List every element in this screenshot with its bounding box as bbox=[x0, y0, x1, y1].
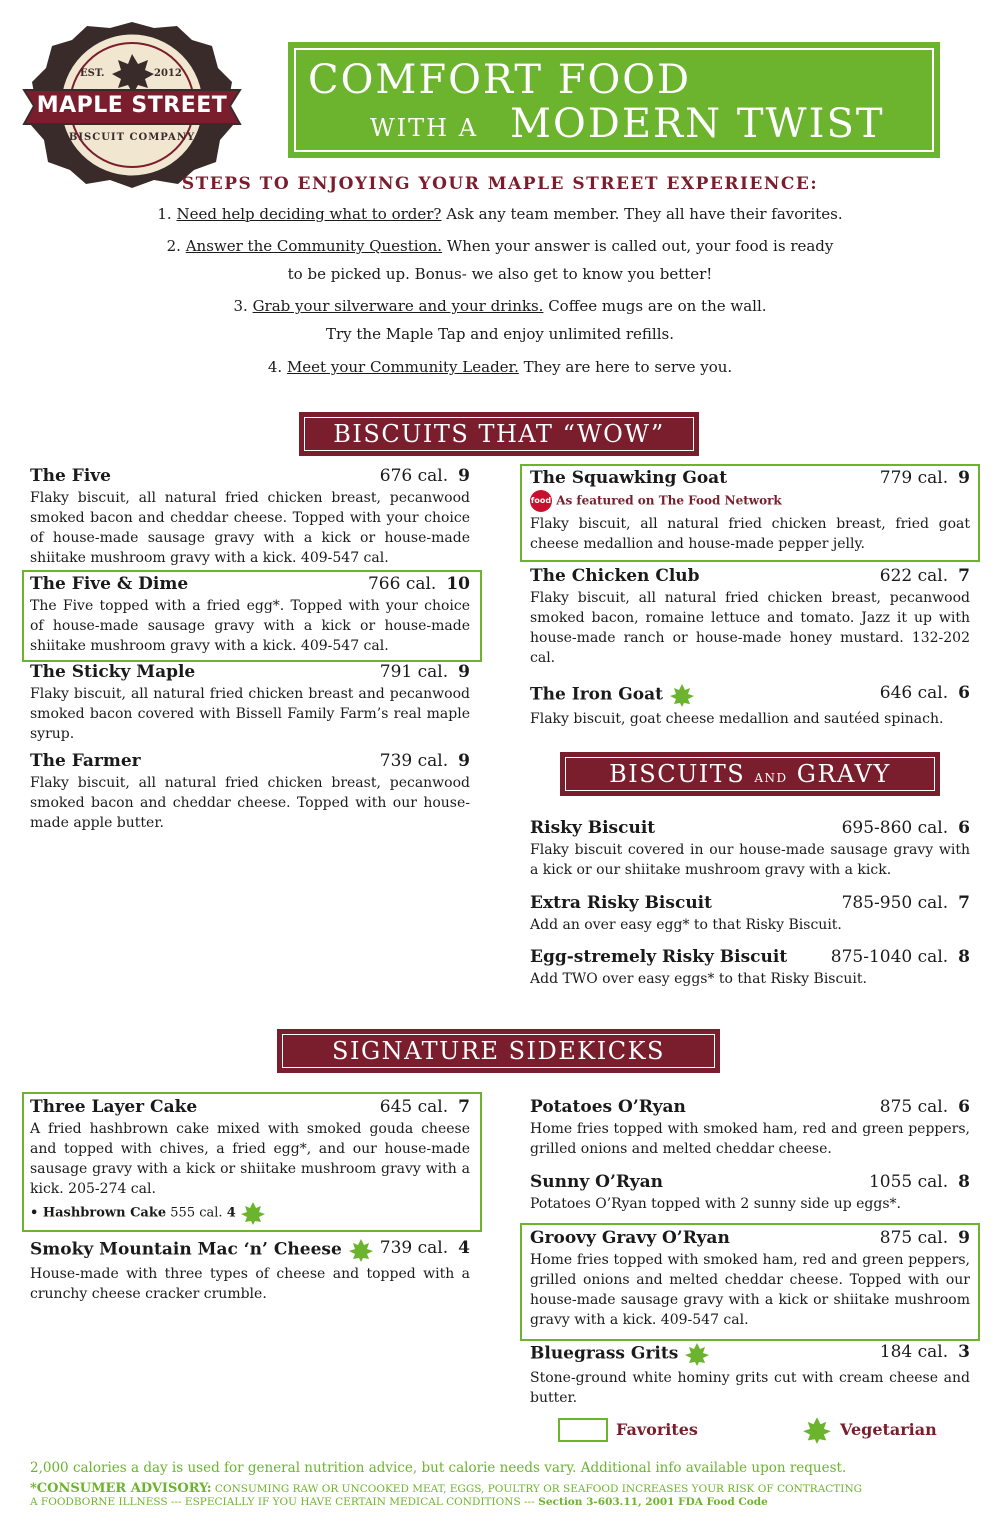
banner-line2a: WITH A bbox=[370, 114, 479, 142]
menu-item-potatoes-oryan: Potatoes O’Ryan 875 cal. 6 Home fries topped with smoked ham, red and green peppers, grilled onions and melted cheddar cheese. bbox=[530, 1097, 970, 1157]
logo-name: MAPLE STREET bbox=[36, 93, 228, 118]
food-network-icon: food bbox=[530, 490, 552, 512]
section-biscuits-wow: BISCUITS THAT “WOW” bbox=[299, 412, 699, 456]
logo-sub: BISCUIT COMPANY bbox=[68, 132, 196, 143]
menu-item-sticky-maple: The Sticky Maple 791 cal. 9 Flaky biscuit, all natural fried chicken breast and pecanwood smoked bacon covered with Bissell Family Farm’s real maple syrup. bbox=[30, 662, 470, 742]
section-sidekicks: SIGNATURE SIDEKICKS bbox=[277, 1029, 720, 1073]
legend-favorites: Favorites bbox=[616, 1420, 698, 1439]
logo-year: 2012 bbox=[154, 68, 182, 79]
menu-item-bluegrass-grits: Bluegrass Grits 184 cal. 3 Stone-ground white hominy grits cut with cream cheese and butter. bbox=[530, 1342, 970, 1406]
legend-vegetarian: Vegetarian bbox=[840, 1420, 937, 1439]
menu-item-the-farmer: The Farmer 739 cal. 9 Flaky biscuit, all natural fried chicken breast, pecanwood smoked bacon and cheddar cheese. Topped with our house-made apple butter. bbox=[30, 751, 470, 831]
menu-item-sunny-oryan: Sunny O’Ryan 1055 cal. 8 Potatoes O’Ryan topped with 2 sunny side up eggs*. bbox=[530, 1172, 970, 1212]
step-1: 1. Need help deciding what to order? Ask any team member. They all have their favorites. bbox=[157, 205, 843, 223]
steps-title: STEPS TO ENJOYING YOUR MAPLE STREET EXPERIENCE: bbox=[181, 174, 819, 194]
vegetarian-leaf-icon bbox=[240, 1201, 266, 1225]
menu-item-risky-biscuit: Risky Biscuit 695-860 cal. 6 Flaky biscuit covered in our house-made sausage gravy with a kick or our shiitake mushroom gravy with a kick. bbox=[530, 818, 970, 878]
menu-item-five-dime: The Five & Dime 766 cal. 10 The Five topped with a fried egg*. Topped with your choice of house-made sausage gravy with a kick or house-made shiitake mushroom gravy with a kick. 409-547 cal. bbox=[30, 574, 470, 654]
consumer-advisory: *CONSUMER ADVISORY: CONSUMING RAW OR UNCOOKED MEAT, EGGS, POULTRY OR SEAFOOD INCREASES YOUR RISK OF CONTRACTING bbox=[30, 1481, 863, 1496]
legend-favorites-swatch bbox=[558, 1418, 608, 1442]
header-banner bbox=[288, 42, 940, 158]
section-biscuits-gravy: BISCUITS AND GRAVY bbox=[560, 752, 940, 796]
step-2: 2. Answer the Community Question. When your answer is called out, your food is ready bbox=[166, 237, 834, 255]
vegetarian-leaf-icon bbox=[669, 683, 695, 707]
menu-item-mac-cheese: Smoky Mountain Mac ‘n’ Cheese 739 cal. 4 House-made with three types of cheese and topped with a crunchy cheese cracker crumble. bbox=[30, 1238, 470, 1302]
legend-vegetarian-leaf-icon bbox=[802, 1416, 832, 1444]
menu-item-egg-stremely-risky: Egg-stremely Risky Biscuit 875-1040 cal. 8 Add TWO over easy eggs* to that Risky Biscuit. bbox=[530, 947, 970, 987]
sub-item-hashbrown: • Hashbrown Cake 555 cal. 4 bbox=[30, 1201, 470, 1225]
menu-item-chicken-club: The Chicken Club 622 cal. 7 Flaky biscuit, all natural fried chicken breast, pecanwood smoked bacon, romaine lettuce and tomato. Jazz it up with house-made ranch or house-made honey mustard. 132-202 cal. bbox=[530, 566, 970, 666]
step-4: 4. Meet your Community Leader. They are here to serve you. bbox=[267, 358, 733, 376]
menu-item-three-layer-cake: Three Layer Cake 645 cal. 7 A fried hashbrown cake mixed with smoked gouda cheese and topped with chives, a fried egg*, and our house-made sausage gravy with a kick or shiitake mushroom gravy with a kick. 205-274 cal. • Hashbrown Cake 555 cal. 4 bbox=[30, 1097, 470, 1225]
vegetarian-leaf-icon bbox=[684, 1342, 710, 1366]
banner-line2b: MODERN TWIST bbox=[510, 101, 885, 147]
featured-note: food As featured on The Food Network bbox=[530, 490, 970, 512]
step-3-cont: Try the Maple Tap and enjoy unlimited refills. bbox=[325, 325, 674, 343]
vegetarian-leaf-icon bbox=[348, 1238, 374, 1262]
step-3: 3. Grab your silverware and your drinks. Coffee mugs are on the wall. bbox=[233, 297, 767, 315]
menu-item-extra-risky: Extra Risky Biscuit 785-950 cal. 7 Add an over easy egg* to that Risky Biscuit. bbox=[530, 893, 970, 933]
calorie-note: 2,000 calories a day is used for general nutrition advice, but calorie needs vary. Additional info available upon request. bbox=[30, 1460, 847, 1476]
consumer-advisory-cont: A FOODBORNE ILLNESS --- ESPECIALLY IF YOU HAVE CERTAIN MEDICAL CONDITIONS --- Section 3-603.11, 2001 FDA Food Code bbox=[30, 1496, 768, 1508]
logo-est: EST. bbox=[80, 68, 105, 79]
menu-item-squawking-goat: The Squawking Goat 779 cal. 9 food As featured on The Food Network Flaky biscuit, all natural fried chicken breast, fried goat cheese medallion and house-made pepper jelly. bbox=[530, 468, 970, 552]
step-2-cont: to be picked up. Bonus- we also get to know you better! bbox=[287, 265, 713, 283]
menu-item-iron-goat: The Iron Goat 646 cal. 6 Flaky biscuit, goat cheese medallion and sautéed spinach. bbox=[530, 683, 970, 727]
menu-item-groovy-gravy-oryan: Groovy Gravy O’Ryan 875 cal. 9 Home fries topped with smoked ham, red and green peppers, grilled onions and melted cheddar cheese. Topped with our house-made sausage gravy with a kick or shiitake mushroom gravy with a kick. 409-547 cal. bbox=[530, 1228, 970, 1328]
banner-line1: COMFORT FOOD bbox=[308, 57, 692, 103]
maple-street-logo bbox=[22, 20, 242, 190]
menu-item-the-five: The Five 676 cal. 9 Flaky biscuit, all natural fried chicken breast, pecanwood smoked bacon and cheddar cheese. Topped with your choice of house-made sausage gravy with a kick or house-made shiitake mushroom gravy with a kick. 409-547 cal. bbox=[30, 466, 470, 566]
